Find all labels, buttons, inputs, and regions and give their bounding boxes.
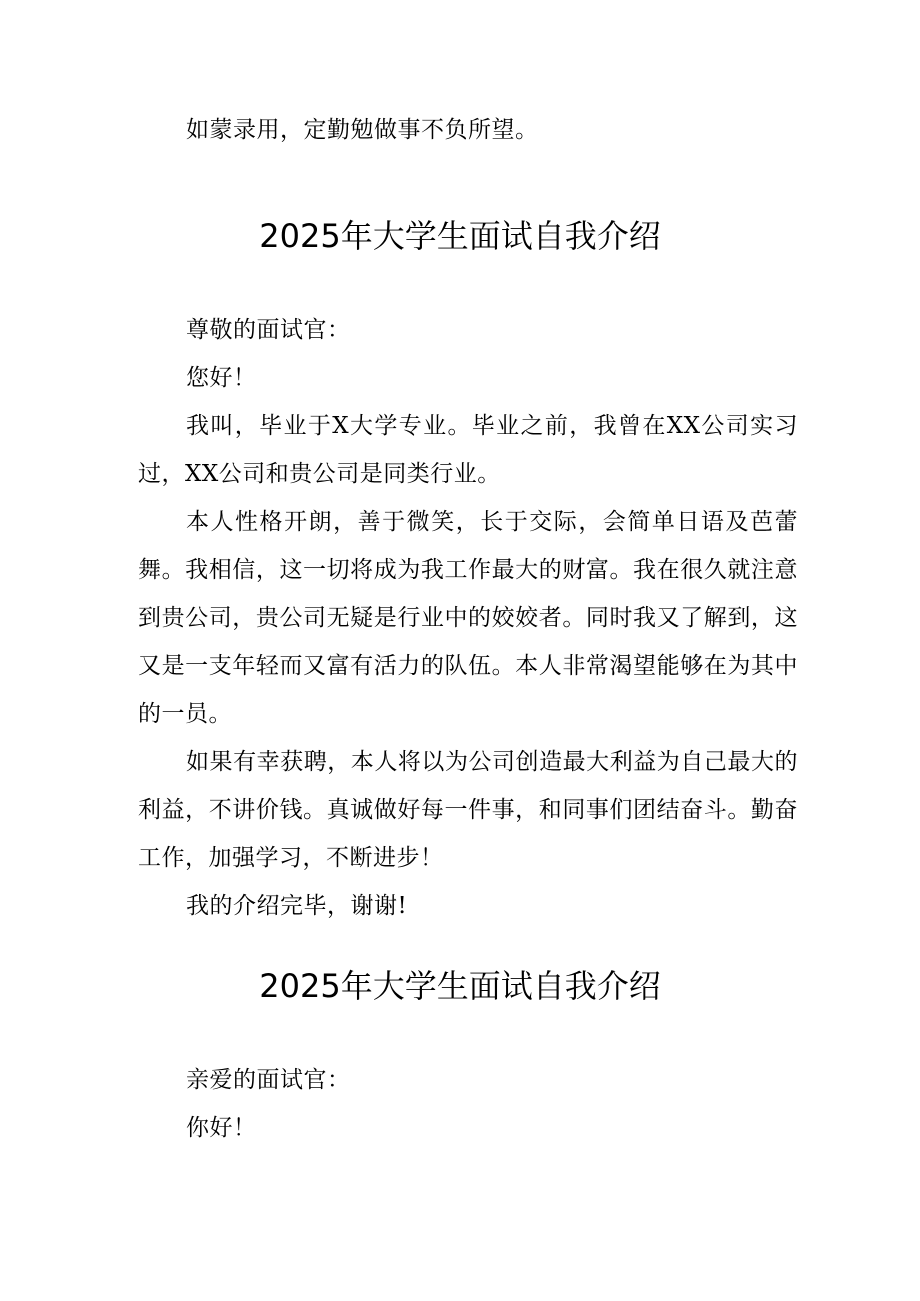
greeting-1: 您好！ (186, 365, 257, 391)
paragraph-commitment: 如果有幸获聘，本人将以为公司创造最大利益为自己最大的利益，不讲价钱。真诚做好每一件事，和同事们团结奋斗。勤奋工作，加强学习，不断进步！ (138, 749, 798, 871)
salutation-2: 亲爱的面试官： (186, 1067, 351, 1093)
paragraph-personality: 本人性格开朗，善于微笑，长于交际，会简单日语及芭蕾舞。我相信，这一切将成为我工作最大的财富。我在很久就注意到贵公司，贵公司无疑是行业中的姣姣者。同时我又了解到，这又是一支年轻而又富有活力的队伍。本人非常渴望能够在为其中的一员。 (138, 509, 798, 727)
closing-line: 如蒙录用，定勤勉做事不负所望。 (186, 117, 539, 143)
section-title-2: 2025年大学生面试自我介绍 (259, 967, 661, 1005)
section-title-1: 2025年大学生面试自我介绍 (259, 217, 661, 255)
greeting-2: 你好！ (186, 1115, 257, 1141)
paragraph-education: 我叫，毕业于X大学专业。毕业之前，我曾在XX公司实习过，XX公司和贵公司是同类行业。 (138, 413, 798, 487)
salutation-1: 尊敬的面试官： (186, 317, 351, 343)
paragraph-thanks: 我的介绍完毕，谢谢! (186, 893, 408, 919)
